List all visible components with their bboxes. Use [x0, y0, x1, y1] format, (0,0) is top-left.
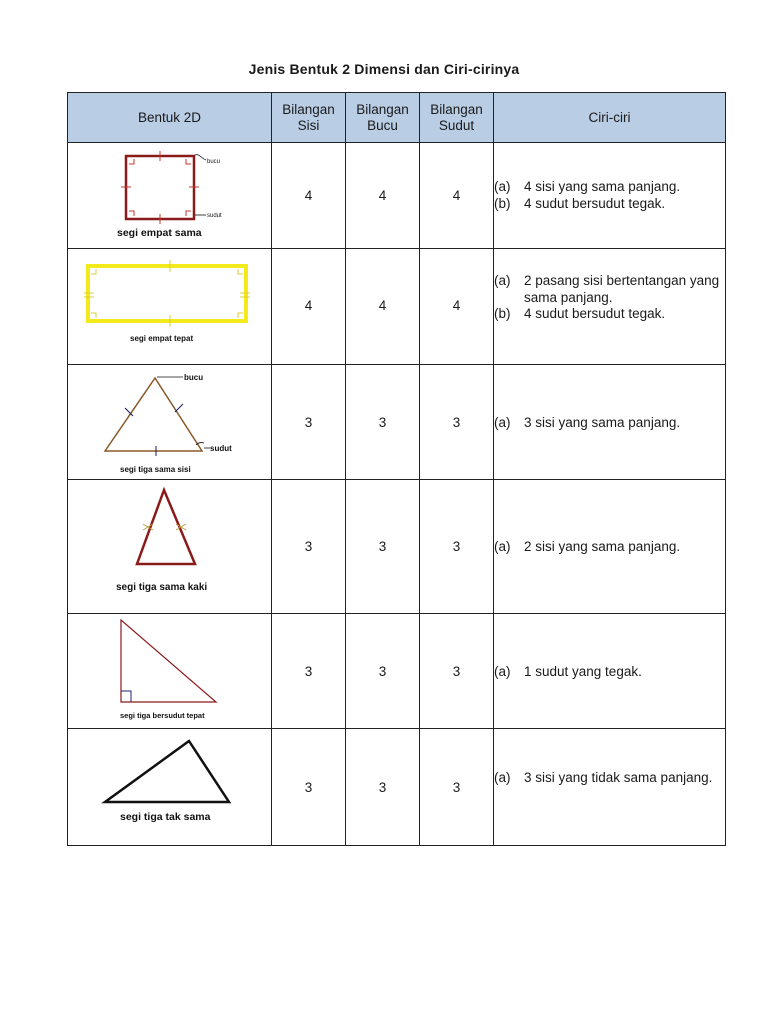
shape-caption: segi tiga bersudut tepat: [120, 711, 205, 720]
vertices-value: 4: [378, 298, 387, 313]
vertices-cell: [346, 614, 420, 729]
shape-cell: [68, 614, 272, 729]
vertex-label: bucu: [184, 373, 204, 382]
angles-value: 4: [452, 188, 461, 203]
feature-item: (b) 4 sudut bersudut tegak.: [494, 306, 666, 321]
angles-cell: [420, 729, 494, 846]
header-vertices: Bilangan Bucu: [346, 93, 420, 143]
scalene-triangle-figure: [68, 729, 271, 844]
vertices-value: 3: [378, 664, 387, 679]
shape-caption: segi tiga sama kaki: [116, 582, 208, 593]
angle-label: sudut: [207, 213, 222, 219]
angle-label: sudut: [210, 444, 232, 453]
angles-value: 3: [452, 780, 461, 795]
sides-value: 3: [304, 664, 313, 679]
feature-item: (a) 2 sisi yang sama panjang.: [494, 539, 681, 554]
vertices-value: 3: [378, 780, 387, 795]
vertices-value: 3: [378, 415, 387, 430]
header-shape: Bentuk 2D: [68, 93, 272, 143]
equilateral-triangle-figure: [68, 365, 271, 478]
features-cell: [494, 143, 726, 249]
vertices-value: 4: [378, 188, 387, 203]
angles-value: 4: [452, 298, 461, 313]
rectangle-figure: [68, 249, 271, 363]
angles-cell: [420, 480, 494, 614]
shape-cell: [68, 249, 272, 365]
features-cell: [494, 614, 726, 729]
header-angles: Bilangan Sudut: [420, 93, 494, 143]
features-cell: [494, 480, 726, 614]
sides-value: 4: [304, 188, 313, 203]
table-row: [68, 480, 726, 614]
features-cell: [494, 729, 726, 846]
angles-cell: [420, 249, 494, 365]
sides-value: 4: [304, 298, 313, 313]
feature-item: (b) 4 sudut bersudut tegak.: [494, 195, 666, 211]
vertices-cell: [346, 143, 420, 249]
shape-caption: segi empat sama: [117, 227, 202, 239]
feature-item: (a) 3 sisi yang tidak sama panjang.: [494, 770, 713, 785]
angles-cell: [420, 365, 494, 480]
features-cell: [494, 365, 726, 480]
square-figure: [68, 143, 271, 247]
vertex-label: bucu: [207, 159, 221, 165]
page-title: Jenis Bentuk 2 Dimensi dan Ciri-cirinya: [248, 61, 520, 77]
header-sides: Bilangan Sisi: [272, 93, 346, 143]
table-row: [68, 365, 726, 480]
feature-item: (a) 2 pasang sisi bertentangan yang sama panjang.: [494, 273, 720, 305]
angles-value: 3: [452, 664, 461, 679]
sides-cell: [272, 365, 346, 480]
angles-cell: [420, 614, 494, 729]
shape-cell: [68, 143, 272, 249]
shape-caption: segi tiga sama sisi: [120, 465, 191, 474]
features-cell: [494, 249, 726, 365]
feature-item: (a) 4 sisi yang sama panjang.: [494, 179, 681, 194]
table-row: [68, 729, 726, 846]
table-row: [68, 614, 726, 729]
vertices-cell: [346, 249, 420, 365]
vertices-value: 3: [378, 539, 387, 554]
header-features: Ciri-ciri: [494, 93, 726, 143]
vertices-cell: [346, 729, 420, 846]
shape-caption: segi empat tepat: [130, 334, 194, 343]
vertices-cell: [346, 480, 420, 614]
feature-item: (a) 1 sudut yang tegak.: [494, 664, 642, 679]
sides-cell: [272, 729, 346, 846]
sides-cell: [272, 143, 346, 249]
shape-caption: segi tiga tak sama: [120, 811, 211, 823]
table-header-row: [68, 93, 726, 143]
sides-value: 3: [304, 539, 313, 554]
table-row: [68, 249, 726, 365]
vertices-cell: [346, 365, 420, 480]
isosceles-triangle-figure: [68, 480, 271, 612]
shape-cell: [68, 365, 272, 480]
right-triangle-figure: [68, 614, 271, 727]
sides-value: 3: [304, 780, 313, 795]
angles-cell: [420, 143, 494, 249]
angles-value: 3: [452, 415, 461, 430]
sides-value: 3: [304, 415, 313, 430]
table-row: [68, 143, 726, 249]
angles-value: 3: [452, 539, 461, 554]
sides-cell: [272, 614, 346, 729]
sides-cell: [272, 480, 346, 614]
shape-cell: [68, 729, 272, 846]
shapes-table: [67, 92, 726, 846]
shape-cell: [68, 480, 272, 614]
sides-cell: [272, 249, 346, 365]
feature-item: (a) 3 sisi yang sama panjang.: [494, 415, 681, 430]
